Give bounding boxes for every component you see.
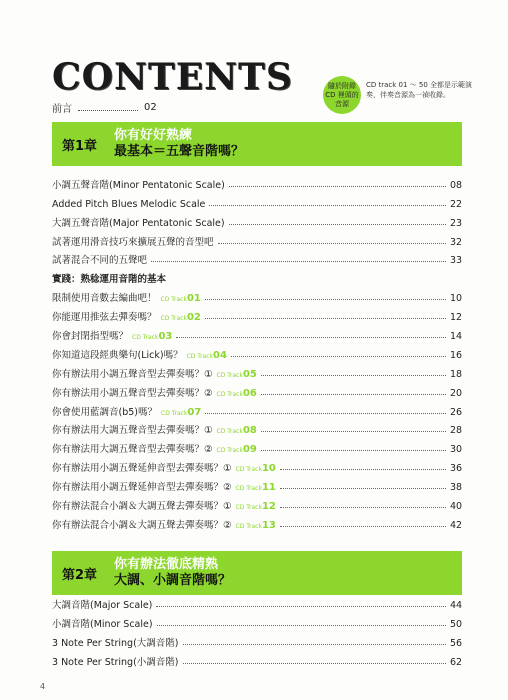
dot-leader: [78, 104, 138, 111]
toc-entry-label: 3 Note Per String(小調音階): [52, 656, 179, 668]
toc-entry: [52, 418, 462, 437]
toc-entry-label: 你有辦法用大調五聲音型去彈奏嗎？②: [52, 444, 213, 456]
cd-track-number: 05: [242, 368, 257, 380]
cd-track-label: [187, 350, 227, 361]
toc-entry-page: 28: [450, 425, 463, 437]
toc-entry-page: 44: [450, 599, 463, 611]
toc-entry-label: 大調五聲音階(Major Pentatonic Scale): [52, 217, 225, 229]
dot-leader: [280, 488, 446, 489]
toc-entry: [52, 436, 462, 455]
toc-entry: [52, 304, 462, 323]
cd-track-prefix: CD Track: [132, 334, 159, 342]
toc-entry-page: 30: [450, 444, 463, 456]
cd-track-number: 01: [186, 293, 201, 305]
chapter-title: [114, 557, 231, 589]
dot-leader: [205, 413, 446, 414]
toc-entry-page: 20: [450, 387, 463, 399]
dot-leader: [261, 450, 446, 451]
toc-entry-label: 你有辦法混合小調＆大調五聲去彈奏嗎？①: [52, 501, 232, 513]
toc-entry-page: 50: [450, 618, 463, 630]
toc-entry-page: 18: [450, 368, 463, 380]
toc-entry-label: 限制使用音數去編曲吧！: [52, 293, 157, 305]
cd-track-prefix: CD Track: [235, 485, 262, 493]
cd-badge: [323, 76, 361, 114]
cd-track-label: [132, 331, 172, 342]
cd-track-number: 11: [261, 482, 276, 494]
cd-track-number: 04: [213, 349, 227, 361]
toc-entry: [52, 592, 462, 611]
preface-entry: [52, 100, 157, 115]
toc-entry-label: 你有辦法用小調五聲音型去彈奏嗎？②: [52, 387, 213, 399]
toc-entry-label: 你能運用推弦去彈奏嗎？: [52, 312, 157, 324]
dot-leader: [261, 375, 446, 376]
dot-leader: [229, 224, 446, 225]
cd-track-prefix: CD Track: [216, 371, 243, 379]
toc-entry-label: 小調五聲音階(Minor Pentatonic Scale): [52, 179, 225, 191]
toc-entry-label: 大調音階(Major Scale): [52, 599, 153, 611]
page-title: CONTENTS: [52, 56, 293, 98]
chapter-1-list: [52, 172, 462, 531]
toc-entry: [52, 630, 462, 649]
toc-entry-label: 你會封閉指型嗎？: [52, 331, 129, 343]
cd-track-prefix: CD Track: [235, 466, 262, 474]
toc-entry-page: 16: [450, 349, 463, 361]
dot-leader: [261, 394, 446, 395]
toc-entry-page: 62: [450, 656, 463, 668]
chapter-title: [114, 128, 244, 160]
toc-entry-page: 38: [450, 482, 463, 494]
cd-track-prefix: CD Track: [216, 447, 243, 455]
chapter-title-line2: 大調、小調音階嗎？: [114, 573, 232, 588]
dot-leader: [156, 606, 446, 607]
toc-entry-label: 試著運用滑音技巧來擴展五聲的音型吧: [52, 236, 214, 248]
toc-entry: [52, 229, 462, 248]
toc-entry-label: 3 Note Per String(大調音階): [52, 637, 179, 649]
cd-track-label: [161, 312, 201, 323]
toc-entry: [52, 649, 462, 668]
chapter-2-banner: [52, 551, 462, 595]
toc-entry-label: 你有辦法用大調五聲音型去彈奏嗎？①: [52, 425, 213, 437]
toc-entry: [52, 399, 462, 418]
toc-entry-label: Added Pitch Blues Melodic Scale: [52, 198, 206, 210]
dot-leader: [280, 469, 446, 470]
toc-entry: [52, 474, 462, 493]
toc-entry-label: 實踐：熟稔運用音階的基本: [52, 274, 167, 286]
dot-leader: [151, 261, 446, 262]
toc-entry-label: 你會使用藍調音(b5)嗎？: [52, 406, 157, 418]
cd-track-number: 10: [261, 463, 276, 475]
toc-entry: [52, 611, 462, 630]
toc-entry-page: 36: [450, 463, 463, 475]
cd-badge-text: 隨於附錄 CD 裡頭的音源: [325, 81, 359, 108]
toc-entry-label: 試著混合不同的五聲吧: [52, 255, 148, 267]
toc-entry-page: 32: [450, 236, 463, 248]
cd-note: CD track 01 ～ 50 全都是示範演奏，伴奏音源為一禎收錄。: [366, 81, 473, 99]
chapter-number: 第1章: [62, 138, 98, 154]
cd-track-prefix: CD Track: [186, 352, 213, 360]
cd-track-label: [217, 444, 257, 455]
cd-track-label: [236, 520, 276, 531]
toc-entry-page: 08: [450, 179, 463, 191]
cd-track-label: [236, 501, 276, 512]
toc-entry: [52, 191, 462, 210]
toc-entry: [52, 380, 462, 399]
toc-entry: [52, 266, 462, 285]
dot-leader: [183, 644, 447, 645]
cd-track-prefix: CD Track: [235, 504, 262, 512]
cd-track-label: [236, 482, 276, 493]
toc-entry-page: 33: [450, 255, 463, 267]
cd-track-prefix: CD Track: [160, 315, 187, 323]
toc-entry-page: 56: [450, 637, 463, 649]
dot-leader: [209, 205, 446, 206]
cd-track-number: 03: [158, 331, 173, 343]
toc-entry-page: 22: [450, 198, 463, 210]
toc-entry-label: 你有辦法混合小調＆大調五聲去彈奏嗎？②: [52, 519, 232, 531]
dot-leader: [231, 356, 446, 357]
toc-entry-label: 你知道這段經典樂句(Lick)嗎？: [52, 349, 183, 361]
cd-track-prefix: CD Track: [216, 390, 243, 398]
toc-entry: [52, 285, 462, 304]
toc-entry-label: 你有辦法用小調五聲延伸音型去彈奏嗎？②: [52, 482, 232, 494]
cd-track-label: [236, 463, 276, 474]
cd-track-label: [161, 407, 201, 418]
dot-leader: [218, 243, 446, 244]
toc-entry: [52, 323, 462, 342]
cd-track-label: [217, 388, 257, 399]
cd-track-prefix: CD Track: [216, 428, 243, 436]
chapter-title-line1: 你有辦法徹底精熟: [114, 557, 219, 572]
toc-entry: [52, 210, 462, 229]
cd-track-prefix: CD Track: [160, 296, 187, 304]
preface-label: 前言: [52, 104, 72, 115]
dot-leader: [157, 625, 446, 626]
toc-entry-page: 23: [450, 217, 463, 229]
dot-leader: [280, 526, 446, 527]
toc-entry: [52, 455, 462, 474]
cd-track-number: 12: [261, 501, 276, 513]
cd-track-number: 07: [187, 406, 202, 418]
cd-track-prefix: CD Track: [161, 409, 188, 417]
chapter-number: 第2章: [62, 567, 98, 583]
toc-entry-page: 42: [450, 519, 463, 531]
preface-page: 02: [144, 102, 157, 113]
toc-entry: [52, 342, 462, 361]
toc-entry-page: 40: [450, 501, 463, 513]
toc-entry: [52, 493, 462, 512]
toc-entry-page: 10: [450, 293, 463, 305]
cd-track-label: [217, 425, 257, 436]
toc-entry: [52, 248, 462, 267]
cd-track-number: 13: [261, 519, 276, 531]
page-number: 4: [40, 682, 46, 691]
dot-leader: [205, 318, 446, 319]
toc-entry: [52, 172, 462, 191]
toc-entry-label: 小調音階(Minor Scale): [52, 618, 153, 630]
toc-entry-page: 14: [450, 331, 463, 343]
dot-leader: [229, 186, 446, 187]
toc-entry: [52, 361, 462, 380]
dot-leader: [205, 299, 446, 300]
cd-track-number: 08: [242, 425, 257, 437]
cd-track-number: 06: [242, 387, 257, 399]
toc-entry-label: 你有辦法用小調五聲音型去彈奏嗎？①: [52, 368, 213, 380]
chapter-title-line2: 最基本＝五聲音階嗎？: [114, 144, 245, 159]
cd-track-prefix: CD Track: [235, 522, 262, 530]
cd-track-number: 02: [186, 312, 201, 324]
chapter-2-list: [52, 592, 462, 668]
chapter-title-line1: 你有好好熟練: [114, 128, 193, 143]
dot-leader: [183, 663, 447, 664]
toc-entry-page: 12: [450, 312, 463, 324]
toc-entry-label: 你有辦法用小調五聲延伸音型去彈奏嗎？①: [52, 463, 232, 475]
toc-entry-page: 26: [450, 406, 463, 418]
cd-track-label: [161, 293, 201, 304]
dot-leader: [176, 337, 446, 338]
dot-leader: [261, 431, 446, 432]
cd-track-number: 09: [242, 444, 257, 456]
cd-track-label: [217, 369, 257, 380]
chapter-1-banner: [52, 122, 462, 166]
dot-leader: [280, 507, 446, 508]
toc-entry: [52, 512, 462, 531]
